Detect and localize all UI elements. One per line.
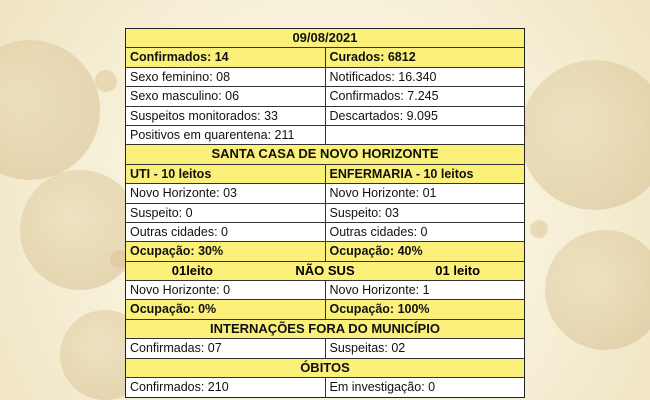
table-row	[126, 107, 524, 126]
nao-sus-left-novo-horizonte: Novo Horizonte: 0	[126, 281, 325, 299]
obitos-confirmados: Confirmados: 210	[126, 378, 325, 397]
nao-sus-right-novo-horizonte: Novo Horizonte: 1	[325, 281, 525, 299]
virus-illustration	[0, 40, 100, 180]
confirmados-total-cell: Confirmados: 7.245	[325, 87, 525, 105]
table-row	[126, 68, 524, 87]
nao-sus-label: NÃO SUS	[295, 262, 355, 278]
virus-spike	[530, 220, 548, 238]
uti-outras-cidades: Outras cidades: 0	[126, 223, 325, 241]
table-row	[126, 378, 524, 397]
nao-sus-right-ocupacao: Ocupação: 100%	[325, 300, 525, 318]
nao-sus-left-beds: 01leito	[171, 262, 213, 278]
uti-ocupacao: Ocupação: 30%	[126, 242, 325, 260]
obitos-em-investigacao: Em investigação: 0	[325, 378, 525, 397]
descartados-cell: Descartados: 9.095	[325, 107, 525, 125]
table-row	[126, 281, 524, 300]
table-row	[126, 339, 524, 358]
enfermaria-novo-horizonte: Novo Horizonte: 01	[325, 184, 525, 202]
obitos-title: ÓBITOS	[126, 359, 524, 377]
nao-sus-right-beds: 01 leito	[435, 262, 481, 278]
enfermaria-suspeito: Suspeito: 03	[325, 204, 525, 222]
table-row	[126, 87, 524, 106]
table-row	[126, 242, 524, 261]
table-row	[126, 165, 524, 184]
table-row	[126, 126, 524, 145]
virus-spike	[95, 70, 117, 92]
section-header-row	[126, 359, 524, 378]
virus-illustration	[545, 230, 650, 350]
internacoes-title: INTERNAÇÕES FORA DO MUNICÍPIO	[126, 320, 524, 338]
curados-cell: Curados: 6812	[325, 48, 525, 66]
enfermaria-ocupacao: Ocupação: 40%	[325, 242, 525, 260]
virus-illustration	[20, 170, 140, 290]
suspeitos-cell: Suspeitos monitorados: 33	[126, 107, 325, 125]
virus-illustration	[520, 60, 650, 210]
nao-sus-header	[126, 262, 524, 280]
confirmados-cell: Confirmados: 14	[126, 48, 325, 66]
enfermaria-outras-cidades: Outras cidades: 0	[325, 223, 525, 241]
sexo-feminino-cell: Sexo feminino: 08	[126, 68, 325, 86]
internacoes-suspeitas: Suspeitas: 02	[325, 339, 525, 357]
positivos-quarentena-cell: Positivos em quarentena: 211	[126, 126, 325, 144]
table-row	[126, 204, 524, 223]
internacoes-confirmadas: Confirmadas: 07	[126, 339, 325, 357]
table-row	[126, 300, 524, 319]
uti-title: UTI - 10 leitos	[126, 165, 325, 183]
nao-sus-header-row	[126, 262, 524, 281]
table-row	[126, 223, 524, 242]
notificados-cell: Notificados: 16.340	[325, 68, 525, 86]
table-row	[126, 184, 524, 203]
sexo-masculino-cell: Sexo masculino: 06	[126, 87, 325, 105]
uti-novo-horizonte: Novo Horizonte: 03	[126, 184, 325, 202]
bulletin-table	[125, 28, 525, 398]
santa-casa-title: SANTA CASA DE NOVO HORIZONTE	[126, 145, 524, 163]
uti-suspeito: Suspeito: 0	[126, 204, 325, 222]
date-row	[126, 29, 524, 48]
nao-sus-left-ocupacao: Ocupação: 0%	[126, 300, 325, 318]
section-header-row	[126, 145, 524, 164]
date-label: 09/08/2021	[126, 29, 524, 47]
enfermaria-title: ENFERMARIA - 10 leitos	[325, 165, 525, 183]
empty-cell	[325, 126, 525, 144]
section-header-row	[126, 320, 524, 339]
table-row	[126, 48, 524, 67]
